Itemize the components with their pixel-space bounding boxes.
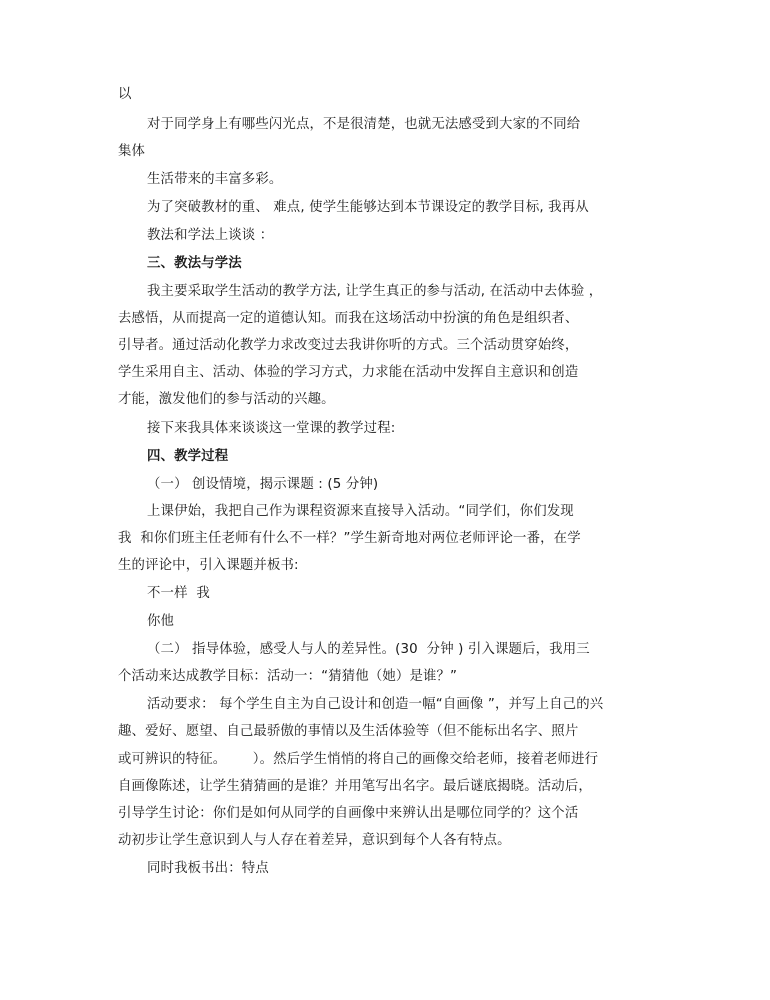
text-line: 我主要采取学生活动的教学方法, 让学生真正的参与活动, 在活动中去体验 ， [147,284,603,299]
text-line: 上课伊始，我把自己作为课程资源来直接导入活动。“同学们，你们发现 [147,504,574,519]
section-heading: 三、教法与学法 [147,256,242,271]
text-line: 引导者。通过活动化教学力求改变过去我讲你听的方式。三个活动贯穿始终， [118,338,579,353]
text-line: 教法和学法上谈谈 ： [147,228,274,243]
section-heading: 四、教学过程 [147,449,229,464]
text-line: 我 和你们班主任老师有什么不一样？”学生新奇地对两位老师评论一番，在学 [118,531,581,546]
text-line: 去感悟，从而提高一定的道德认知。而我在这场活动中扮演的角色是组织者、 [118,311,579,326]
text-line: 或可辨识的特征。 ）。然后学生悄悄的将自己的画像交给老师，接着老师进行 [118,752,599,767]
text-line: 学生采用自主、活动、体验的学习方式，力求能在活动中发挥自主意识和创造 [118,365,579,380]
text-line: 才能，激发他们的参与活动的兴趣。 [118,392,335,407]
text-line: 对于同学身上有哪些闪光点，不是很清楚，也就无法感受到大家的不同给 [147,117,581,132]
text-line: 活动要求： 每个学生自主为自己设计和创造一幅“自画像 ”，并写上自己的兴 [147,697,604,712]
text-line: 同时我板书出：特点 [147,861,269,876]
text-line: 引导学生讨论：你们是如何从同学的自画像中来辨认出是哪位同学的？这个活 [118,806,579,821]
subsection-heading: （二） 指导体验，感受人与人的差异性。(30 分钟 ) 引入课题后，我用三 [147,642,590,657]
text-line: 动初步让学生意识到人与人存在着差异，意识到每个人各有特点。 [118,833,511,848]
text-line: 集体 [118,144,146,159]
text-line: 生活带来的丰富多彩。 [147,172,283,187]
text-line: 接下来我具体来谈谈这一堂课的教学过程: [147,421,396,436]
text-line: 不一样 我 [147,586,210,601]
subsection-heading: （一） 创设情境，揭示课题 : (5 分钟) [147,477,379,492]
text-line: 以 [118,87,132,102]
text-line: 为了突破教材的重、 难点, 使学生能够达到本节课设定的教学目标, 我再从 [147,200,589,215]
text-line: 你他 [147,614,175,629]
text-line: 生的评论中，引入课题并板书: [118,558,299,573]
text-line: 趣、爱好、愿望、自己最骄傲的事情以及生活体验等（但不能标出名字、照片 [118,724,579,739]
text-line: 个活动来达成教学目标：活动一：“猜猜他（她）是谁？” [118,669,458,684]
text-line: 自画像陈述，让学生猜猜画的是谁？并用笔写出名字。最后谜底揭晓。活动后， [118,779,592,794]
